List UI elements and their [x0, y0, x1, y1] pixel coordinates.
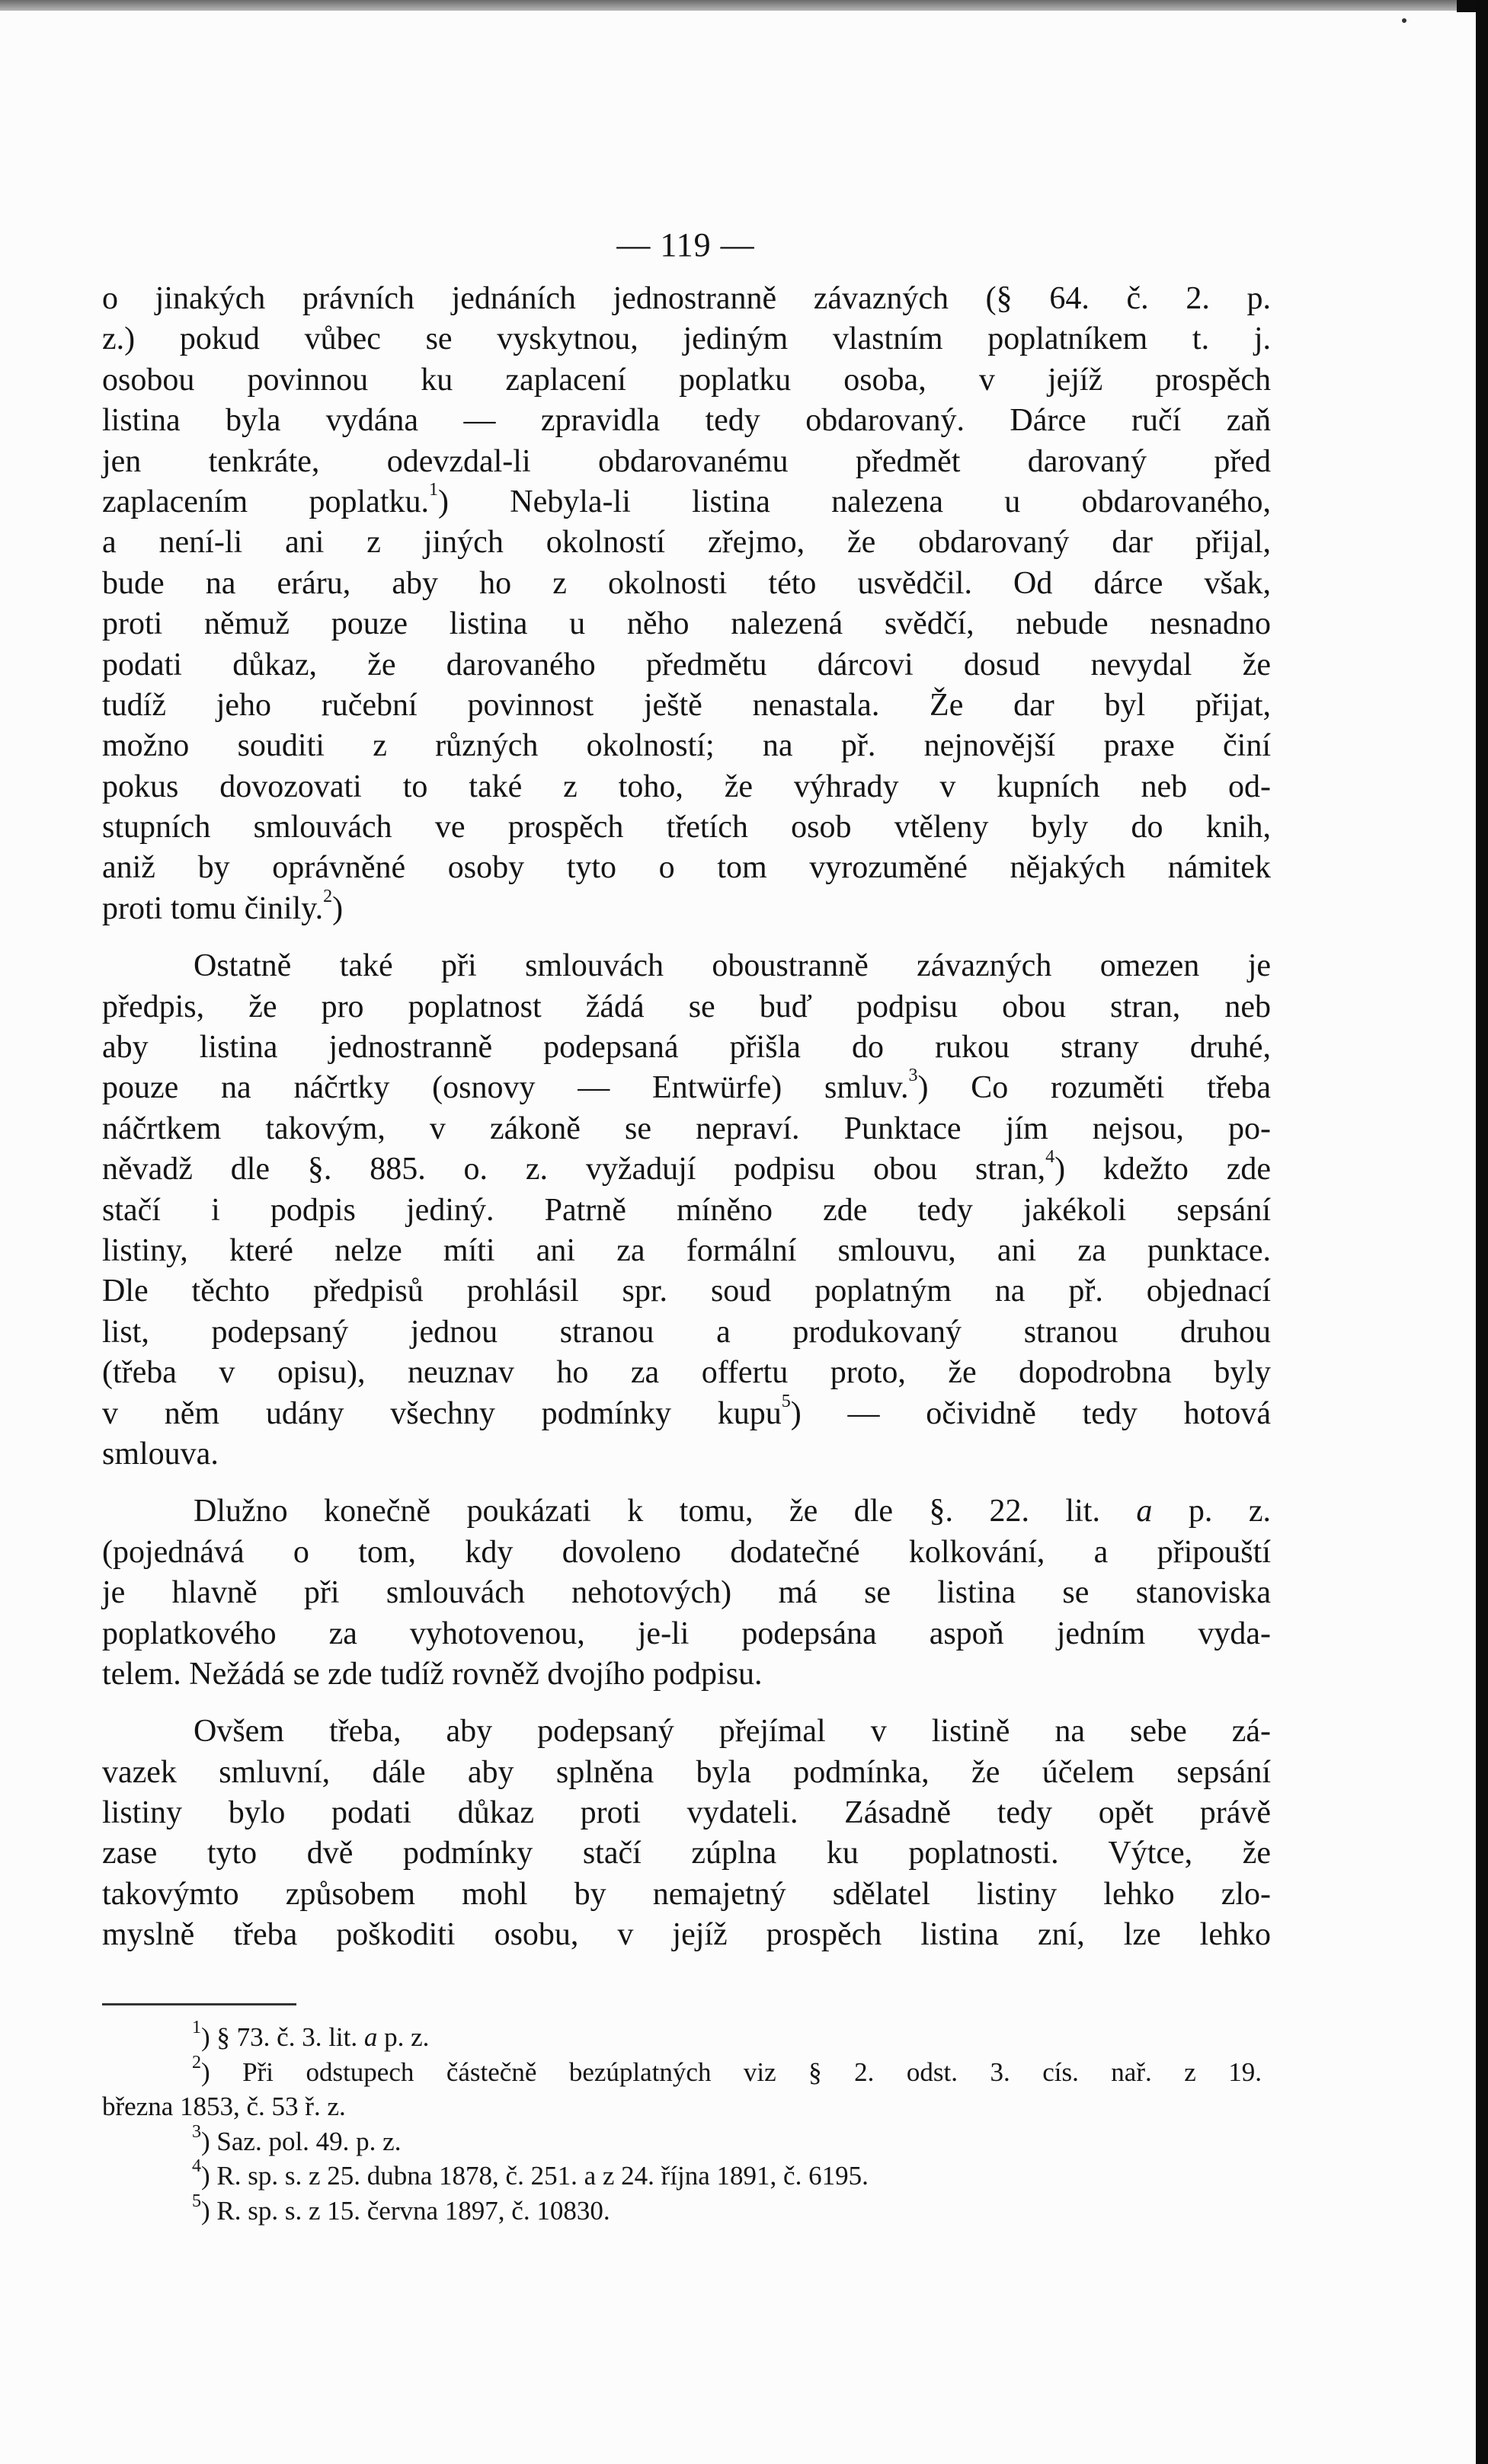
text-line: aniž by oprávněné osoby tyto o tom vyrozuměné nějakých námitek: [102, 850, 1271, 886]
footnote-ref: 5: [781, 1391, 791, 1411]
text-line: (pojednává o tom, kdy dovoleno dodatečné kolkování, a připouští: [102, 1534, 1271, 1570]
text-line: Ostatně také při smlouvách oboustranně závazných omezen je: [194, 948, 1271, 984]
scan-right-edge: [1476, 0, 1488, 2464]
paragraph: [102, 279, 1271, 929]
text-line: $^5$) R. sp. s. z 15. června 1897, č. 10830.: [192, 2191, 610, 2226]
text-line: osobou povinnou ku zaplacení poplatku osoba, v jejíž prospěch: [102, 362, 1271, 398]
text-line: listina byla vydána — zpravidla tedy obdarovaný. Dárce ručí zaň: [102, 403, 1271, 439]
text-line: myslně třeba poškoditi osobu, v jejíž prospěch listina zní, lze lehko: [102, 1917, 1271, 1953]
text-line: zase tyto dvě podmínky stačí zúplna ku poplatnosti. Výtce, že: [102, 1836, 1271, 1871]
paragraph: [102, 1711, 1271, 1955]
footnote: [102, 2156, 1262, 2194]
text-line: tudíž jeho ručební povinnost ještě nenastala. Že dar byl přijat,: [102, 687, 1271, 723]
text-line: o jinakých právních jednáních jednostranně závazných (§ 64. č. 2. p.: [102, 281, 1271, 316]
footnote-ref: 4: [192, 2156, 201, 2176]
text-line: poplatkového za vyhotovenou, je-li podepsána aspoň jedním vyda-: [102, 1616, 1271, 1651]
text-line: v něm udány všechny podmínky kupu$^5$) — očividně tedy hotová: [102, 1391, 1272, 1431]
text-line: $^2$) Při odstupech částečně bezúplatných viz § 2. odst. 3. cís. nař. z 19.: [192, 2052, 1262, 2087]
text-line: proti němuž pouze listina u něho nalezená svědčí, nebude nesnadno: [102, 606, 1271, 642]
text-line: $^3$) Saz. pol. 49. p. z.: [192, 2121, 402, 2156]
footnote-ref: 3: [908, 1066, 918, 1086]
scan-top-edge: [0, 0, 1488, 11]
text-line: pouze na náčrtky (osnovy — Entwürfe) smluv.$^3$) Co rozuměti třeba: [102, 1066, 1272, 1106]
text-line: Dlužno konečně poukázati k tomu, že dle §. 22. lit. a p. z.: [194, 1494, 1271, 1529]
text-line: $^1$) § 73. č. 3. lit. a p. z.: [192, 2018, 430, 2052]
italic-text: a: [1136, 1494, 1153, 1529]
text-line: pokus dovozovati to také z toho, že výhrady v kupních neb od-: [102, 769, 1271, 804]
footnote: [102, 2020, 1262, 2055]
text-line: list, podepsaný jednou stranou a produkovaný stranou druhou: [102, 1314, 1271, 1350]
text-line: telem. Nežádá se zde tudíž rovněž dvojího podpisu.: [102, 1656, 763, 1692]
footnote-ref: 3: [192, 2121, 201, 2142]
text-line: Ovšem třeba, aby podepsaný přejímal v listině na sebe zá-: [194, 1714, 1271, 1750]
text-line: stupních smlouvách ve prospěch třetích osob vtěleny byly do knih,: [102, 810, 1271, 845]
text-line: proti tomu činily.$^2$): [102, 886, 344, 926]
text-line: náčrtkem takovým, v zákoně se nepraví. Punktace jím nejsou, po-: [102, 1111, 1271, 1146]
text-line: Dle těchto předpisů prohlásil spr. soud poplatným na př. objednací: [102, 1274, 1271, 1309]
footnotes: [102, 2020, 1262, 2228]
text-line: stačí i podpis jediný. Patrně míněno zde tedy jakékoli sepsání: [102, 1192, 1271, 1228]
text-line: možno souditi z různých okolností; na př. nejnovější praxe činí: [102, 728, 1271, 764]
text-line: (třeba v opisu), neuznav ho za offertu proto, že dopodrobna byly: [102, 1355, 1271, 1391]
text-line: podati důkaz, že darovaného předmětu dárcovi dosud nevydal že: [102, 647, 1271, 682]
page-number: — 119 —: [616, 226, 755, 264]
text-line: bude na eráru, aby ho z okolnosti této usvědčil. Od dárce však,: [102, 565, 1271, 601]
body-text: [102, 279, 1271, 1973]
italic-text: a: [363, 2022, 378, 2052]
footnote-ref: 1: [429, 479, 438, 500]
footnote-separator: [102, 2003, 296, 2005]
footnote: [102, 2121, 1262, 2159]
text-line: takovýmto způsobem mohl by nemajetný sdělatel listiny lehko zlo-: [102, 1876, 1271, 1912]
footnote-ref: 1: [192, 2018, 201, 2037]
paragraph: [102, 946, 1271, 1475]
footnote-ref: 2: [192, 2052, 201, 2073]
text-line: listiny, které nelze míti ani za formální smlouvu, ani za punktace.: [102, 1232, 1271, 1268]
text-line: z.) pokud vůbec se vyskytnou, jediným vlastním poplatníkem t. j.: [102, 321, 1271, 357]
text-line: a není-li ani z jiných okolností zřejmo, že obdarovaný dar přijal,: [102, 525, 1271, 561]
text-line: jen tenkráte, odevzdal-li obdarovanému předmět darovaný před: [102, 443, 1271, 479]
text-line: aby listina jednostranně podepsaná přišla do rukou strany druhé,: [102, 1030, 1271, 1066]
text-line: $^4$) R. sp. s. z 25. dubna 1878, č. 251. a z 24. října 1891, č. 6195.: [192, 2156, 869, 2191]
text-line: něvadž dle §. 885. o. z. vyžadují podpisu obou stran,$^4$) kdežto zde: [102, 1147, 1271, 1187]
text-line: smlouva.: [102, 1436, 219, 1472]
footnote-ref: 4: [1045, 1147, 1055, 1168]
text-line: vazek smluvní, dále aby splněna byla podmínka, že účelem sepsání: [102, 1754, 1271, 1790]
scan-speck: [1402, 18, 1406, 23]
text-line: března 1853, č. 53 ř. z.: [102, 2092, 346, 2121]
footnote-ref: 5: [192, 2191, 201, 2211]
text-line: je hlavně při smlouvách nehotových) má se listina se stanoviska: [102, 1575, 1271, 1611]
paragraph: [102, 1491, 1271, 1695]
text-line: listiny bylo podati důkaz proti vydateli. Zásadně tedy opět právě: [102, 1795, 1271, 1831]
footnote-ref: 2: [323, 886, 333, 906]
footnote: [102, 2052, 1262, 2124]
text-line: zaplacením poplatku.$^1$) Nebyla-li listina nalezena u obdarovaného,: [102, 479, 1272, 519]
footnote: [102, 2191, 1262, 2229]
text-line: předpis, že pro poplatnost žádá se buď podpisu obou stran, neb: [102, 989, 1271, 1024]
